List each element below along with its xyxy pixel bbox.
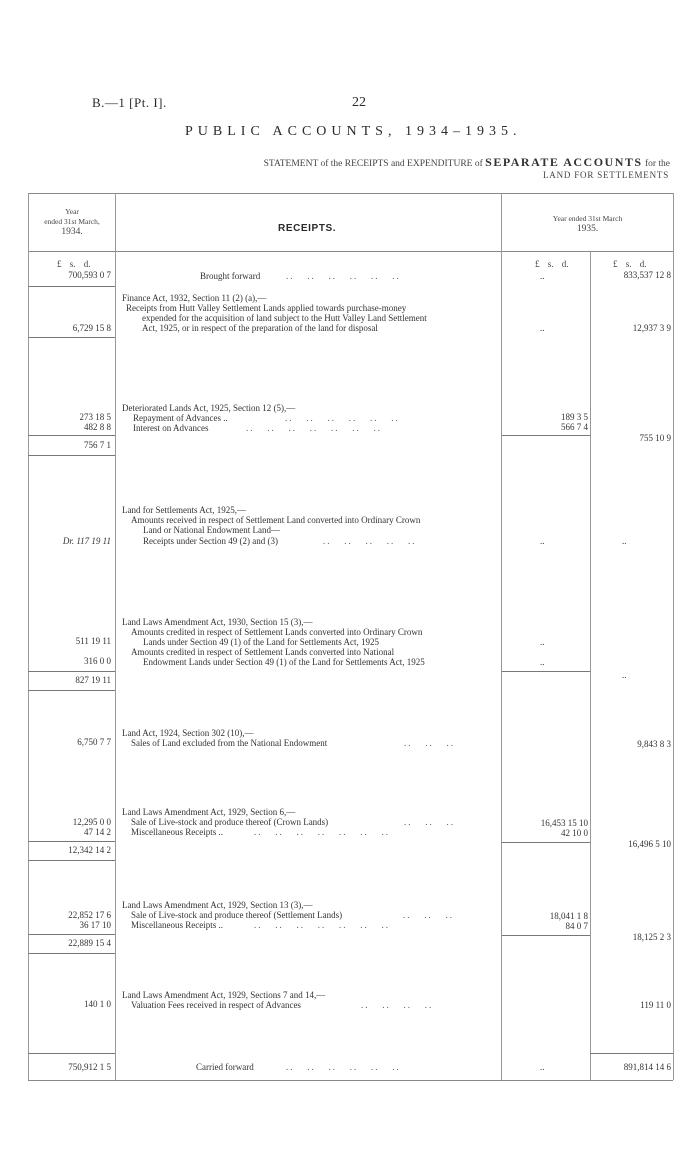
page-title: PUBLIC ACCOUNTS, 1934–1935.: [185, 124, 522, 139]
row-text: Land or National Endowment Land—: [143, 525, 280, 535]
subtotal-1934: 22,889 15 4: [68, 938, 111, 948]
units-1935-inner: £ s. d.: [535, 259, 569, 269]
amount-1935-inner: ..: [540, 637, 545, 647]
amount-1934: 140 1 0: [84, 999, 111, 1009]
leader-dots: .. .. .. .. .. .. ..: [254, 920, 390, 930]
separator-rule: [502, 842, 590, 843]
table-bottom-border: [28, 1080, 673, 1081]
amount-1935-inner: 16,453 15 10: [540, 818, 588, 828]
table-header-border: [28, 251, 673, 252]
row-text: Sales of Land excluded from the National Endowment: [131, 738, 328, 748]
amount-1935-outer: 12,937 3 9: [632, 323, 671, 333]
amount-1934: 316 0 0: [84, 656, 111, 666]
statement-heading: [264, 155, 670, 170]
amount-1934: 6,729 15 8: [72, 323, 111, 333]
page-number: 22: [352, 95, 366, 110]
leader-dots: .. .. ..: [404, 817, 455, 827]
amount-1934: 511 19 11: [75, 636, 111, 646]
row-heading: Land Laws Amendment Act, 1930, Section 15 (3),—: [122, 617, 313, 627]
amount-1934: 482 8 8: [84, 422, 111, 432]
row-heading: Deteriorated Lands Act, 1925, Section 12 (5),—: [122, 403, 296, 413]
separator-rule: [28, 337, 115, 338]
amount-1935-inner: ..: [540, 271, 545, 281]
amount-1934: 12,295 0 0: [72, 817, 111, 827]
row-label: Brought forward: [200, 271, 261, 281]
separator-rule: [502, 935, 590, 936]
leader-dots: .. .. .. .. .. ..: [285, 413, 400, 423]
row-text: Sale of Live-stock and produce thereof (Settlement Lands): [131, 910, 343, 920]
amount-1935-inner: ..: [540, 1062, 545, 1072]
separator-rule: [28, 435, 115, 436]
column-header-1935-line2: 1935.: [576, 224, 599, 234]
column-divider: [590, 251, 591, 1080]
separator-rule: [28, 841, 115, 842]
leader-dots: .. .. .. .. ..: [323, 536, 417, 546]
separator-rule: [28, 953, 115, 954]
row-text: Miscellaneous Receipts ..: [131, 827, 223, 837]
statement-subheading: LAND FOR SETTLEMENTS: [543, 170, 669, 180]
units-1935-outer: £ s. d.: [613, 259, 647, 269]
amount-1935-inner: ..: [540, 323, 545, 333]
leader-dots: .. .. ..: [403, 910, 454, 920]
row-text: Valuation Fees received in respect of Advances: [131, 1000, 301, 1010]
column-header-1934: [30, 207, 114, 237]
row-heading: Land for Settlements Act, 1925,—: [122, 505, 246, 515]
amount-1935-inner: ..: [540, 657, 545, 667]
amount-1934: 47 14 2: [84, 827, 111, 837]
separator-rule: [28, 860, 115, 861]
subtotal-1934: 827 19 11: [75, 675, 111, 685]
separator-rule: [28, 934, 115, 935]
column-header-1934-line3: 1934.: [61, 227, 83, 237]
separator-rule: [28, 671, 115, 672]
amount-1935-outer: 119 11 0: [640, 1000, 671, 1010]
column-header-1934-line1: Year: [65, 207, 79, 216]
separator-rule: [28, 286, 115, 287]
column-header-1935: [505, 214, 670, 234]
row-text: Interest on Advances: [133, 423, 209, 433]
amount-1935-inner: 84 0 7: [565, 921, 588, 931]
amount-1935-outer: 9,843 8 3: [637, 739, 671, 749]
column-header-receipts: RECEIPTS.: [278, 223, 337, 234]
subtotal-1934: 12,342 14 2: [68, 845, 111, 855]
leader-dots: .. .. .. .. .. ..: [286, 1062, 401, 1072]
amount-1934: 700,593 0 7: [68, 270, 111, 280]
table-left-border: [28, 193, 29, 1080]
table-top-border: [28, 193, 673, 194]
row-text: Lands under Section 49 (1) of the Land for Settlements Act, 1925: [143, 637, 379, 647]
statement-highlight: SEPARATE ACCOUNTS: [485, 155, 643, 169]
row-heading: Land Laws Amendment Act, 1929, Sections 7 and 14,—: [122, 990, 326, 1000]
amount-1935-outer: ..: [622, 536, 627, 546]
leader-dots: .. .. .. .. .. .. ..: [254, 827, 390, 837]
row-text: Amounts credited in respect of Settlement Lands converted into National: [131, 647, 395, 657]
row-text: Miscellaneous Receipts ..: [131, 920, 223, 930]
amount-1934: 273 18 5: [79, 412, 111, 422]
amount-1935-inner: 189 3 5: [561, 412, 588, 422]
column-divider: [501, 193, 502, 1080]
table-right-border: [673, 193, 674, 1080]
separator-rule: [28, 1053, 115, 1054]
leader-dots: .. .. .. .. .. ..: [286, 271, 401, 281]
row-text: Act, 1925, or in respect of the preparation of the land for disposal: [142, 323, 378, 333]
amount-1935-inner: 566 7 4: [561, 422, 588, 432]
amount-1935-outer: 833,537 12 8: [623, 270, 671, 280]
amount-1935-outer: 891,814 14 6: [623, 1062, 671, 1072]
document-reference: B.—1 [Pt. I].: [92, 95, 167, 110]
separator-rule: [28, 690, 115, 691]
row-heading: Land Laws Amendment Act, 1929, Section 13 (3),—: [122, 900, 313, 910]
leader-dots: .. .. .. ..: [361, 1000, 434, 1010]
units-1934: £ s. d.: [57, 259, 91, 269]
row-text: Amounts credited in respect of Settlement Lands converted into Ordinary Crown: [131, 627, 423, 637]
amount-1935-inner: 18,041 1 8: [549, 911, 588, 921]
row-text: Receipts from Hutt Valley Settlement Lands applied towards purchase-money: [126, 303, 407, 313]
leader-dots: .. .. ..: [404, 738, 455, 748]
row-text: Repayment of Advances ..: [133, 413, 228, 423]
row-text: Amounts received in respect of Settlement Land converted into Ordinary Crown: [131, 515, 421, 525]
separator-rule: [502, 435, 590, 436]
row-text: Endowment Lands under Section 49 (1) of the Land for Settlements Act, 1925: [143, 657, 425, 667]
amount-1935-outer: 755 10 9: [639, 433, 671, 443]
row-heading: Land Laws Amendment Act, 1929, Section 6,—: [122, 807, 296, 817]
leader-dots: .. .. .. .. .. .. ..: [246, 423, 382, 433]
separator-rule: [502, 671, 590, 672]
column-divider: [115, 193, 116, 1080]
amount-1934: 22,852 17 6: [68, 910, 111, 920]
statement-prefix: STATEMENT of the RECEIPTS and EXPENDITURE of: [263, 159, 483, 169]
amount-1934: 6,750 7 7: [77, 737, 111, 747]
column-header-1935-line1: Year ended 31st March: [552, 214, 623, 223]
separator-rule: [590, 1053, 673, 1054]
amount-1935-inner: 42 10 0: [561, 828, 588, 838]
amount-1935-outer: ..: [622, 670, 627, 680]
separator-rule: [28, 455, 115, 456]
amount-1934: 750,912 1 5: [68, 1062, 111, 1072]
column-header-1934-line2: ended 31st March,: [44, 217, 100, 226]
row-label: Carried forward: [196, 1062, 254, 1072]
row-text: Sale of Live-stock and produce thereof (Crown Lands): [131, 817, 329, 827]
amount-1934: 36 17 10: [79, 920, 111, 930]
amount-1935-outer: 16,496 5 10: [628, 839, 671, 849]
row-heading: Land Act, 1924, Section 302 (10),—: [122, 728, 254, 738]
row-heading: Finance Act, 1932, Section 11 (2) (a),—: [122, 293, 267, 303]
row-text: expended for the acquisition of land subject to the Hutt Valley Land Settlement: [142, 313, 427, 323]
row-text: Receipts under Section 49 (2) and (3): [143, 536, 278, 546]
amount-1935-inner: ..: [540, 536, 545, 546]
amount-1934: Dr. 117 19 11: [62, 536, 111, 546]
subtotal-1934: 756 7 1: [84, 440, 111, 450]
statement-suffix: for the: [644, 159, 670, 169]
amount-1935-outer: 18,125 2 3: [632, 932, 671, 942]
